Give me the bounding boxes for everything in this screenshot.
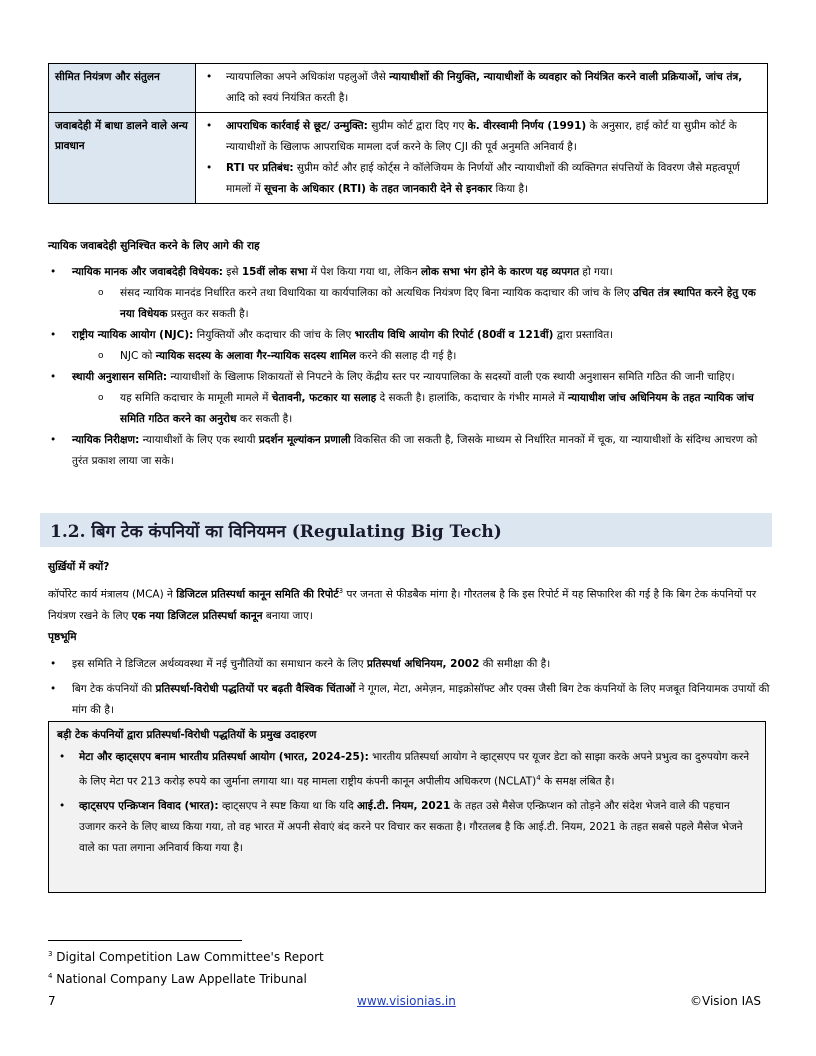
footnote: $^4$ National Company Law Appellate Tribunal <box>48 972 307 986</box>
background-heading: पृष्ठभूमि <box>48 631 77 643</box>
table-row <box>49 64 768 113</box>
footnote-ref: 3 <box>338 587 344 595</box>
footnote: $^3$ Digital Competition Law Committee's Report <box>48 950 324 964</box>
table-row-label: जवाबदेही में बाधा डालने वाले अन्य प्रावधान <box>49 113 196 204</box>
way-forward-heading: न्यायिक जवाबदेही सुनिश्चित करने के लिए आगे की राह <box>48 240 260 252</box>
list-item: • व्हाट्सएप एन्क्रिप्शन विवाद (भारत): व्हाट्सएप ने स्पष्ट किया था कि यदि आई.टी. नियम, 2021 के तहत उसे मैसेज एन्क्रिप्शन को तोड़ने और संदेश भेजने वाले की पहचान उजागर करने के लिए बाध्य किया गया, तो वह भारत में अपनी सेवाएं बंद करने पर विचार कर सकता है। गौरतलब है कि आई.टी. नियम, 2021 के तहत सबसे पहले मैसेज भेजने वाले का पता लगाना अनिवार्य किया गया है। <box>57 796 757 859</box>
footnote-divider <box>48 940 242 941</box>
footnote-ref: 4 <box>536 774 541 782</box>
section-title: 1.2. बिग टेक कंपनियों का विनियमन (Regulating Big Tech) <box>50 522 502 542</box>
list-item: • बिग टेक कंपनियों की प्रतिस्पर्धा-विरोधी पद्धतियों पर बढ़ती वैश्विक चिंताओं ने गूगल, मेटा, अमेज़न, माइक्रोसॉफ्ट और एक्स जैसी बिग टेक कंपनियों के लिए मजबूत विनियामक उपायों की मांग की है। <box>48 679 770 721</box>
news-paragraph: कॉर्पोरेट कार्य मंत्रालय (MCA) ने डिजिटल प्रतिस्पर्धा कानून समिति की रिपोर्ट$^3$ पर जनता से फीडबैक मांगा है। गौरतलब है कि इस रिपोर्ट में यह सिफारिश की गई है कि बिग टेक कंपनियों पर नियंत्रण रखने के लिए एक नया डिजिटल प्रतिस्पर्धा कानून बनाया जाए। <box>48 587 757 622</box>
table-row <box>49 113 768 204</box>
sub-list-item: o यह समिति कदाचार के मामूली मामले में चेतावनी, फटकार या सलाह दे सकती है। हालांकि, कदाचार के गंभीर मामले में न्यायाधीश जांच अधिनियम के तहत न्यायिक जांच समिति गठित करने का अनुरोध कर सकती है। <box>72 388 770 430</box>
table-row-label: सीमित नियंत्रण और संतुलन <box>49 64 196 113</box>
list-item: • RTI पर प्रतिबंध: सुप्रीम कोर्ट और हाई कोर्ट्स ने कॉलेजियम के निर्णयों और न्यायाधीशों की व्यक्तिगत संपत्तियों के विवरण जैसे महत्वपूर्ण मामलों में सूचना के अधिकार (RTI) के तहत जानकारी देने से इनकार किया है। <box>204 158 759 200</box>
accountability-table <box>48 63 768 204</box>
examples-box <box>48 721 766 893</box>
copyright: ©Vision IAS <box>690 994 761 1008</box>
website-link[interactable]: www.visionias.in <box>357 994 456 1008</box>
list-item: • आपराधिक कार्रवाई से छूट/ उन्मुक्ति: सुप्रीम कोर्ट द्वारा दिए गए के. वीरस्वामी निर्णय (1991) के अनुसार, हाई कोर्ट या सुप्रीम कोर्ट के न्यायाधीशों के खिलाफ आपराधिक मामला दर्ज करने के लिए CJI की पूर्व अनुमति अनिवार्य है। <box>204 116 759 158</box>
list-item: • राष्ट्रीय न्यायिक आयोग (NJC): नियुक्तियों और कदाचार की जांच के लिए भारतीय विधि आयोग की रिपोर्ट (80वीं व 121वीं) द्वारा प्रस्तावित। o NJC को न्यायिक सदस्य के अलावा गैर-न्यायिक सदस्य शामिल करने की सलाह दी गई है। <box>48 325 770 367</box>
list-item: • न्यायिक मानक और जवाबदेही विधेयक: इसे 15वीं लोक सभा में पेश किया गया था, लेकिन लोक सभा भंग होने के कारण यह व्यपगत हो गया। o संसद न्यायिक मानदंड निर्धारित करने तथा विधायिका या कार्यपालिका को अत्यधिक नियंत्रण दिए बिना न्यायिक कदाचार की जांच के लिए उचित तंत्र स्थापित करने हेतु एक नया विधेयक प्रस्तुत कर सकती है। <box>48 262 770 325</box>
sub-list-item: o NJC को न्यायिक सदस्य के अलावा गैर-न्यायिक सदस्य शामिल करने की सलाह दी गई है। <box>72 346 770 367</box>
list-item: • स्थायी अनुशासन समिति: न्यायाधीशों के खिलाफ शिकायतों से निपटने के लिए केंद्रीय स्तर पर न्यायपालिका के सदस्यों वाली एक स्थायी अनुशासन समिति गठित की जानी चाहिए। o यह समिति कदाचार के मामूली मामले में चेतावनी, फटकार या सलाह दे सकती है। हालांकि, कदाचार के गंभीर मामले में न्यायाधीश जांच अधिनियम के तहत न्यायिक जांच समिति गठित करने का अनुरोध कर सकती है। <box>48 367 770 430</box>
list-item: • इस समिति ने डिजिटल अर्थव्यवस्था में नई चुनौतियों का समाधान करने के लिए प्रतिस्पर्धा अधिनियम, 2002 की समीक्षा की है। <box>48 654 770 675</box>
section-banner <box>40 513 772 547</box>
page-number: 7 <box>48 994 56 1008</box>
list-item: • न्यायपालिका अपने अधिकांश पहलुओं जैसे न्यायाधीशों की नियुक्ति, न्यायाधीशों के व्यवहार को नियंत्रित करने वाली प्रक्रियाओं, जांच तंत्र, आदि को स्वयं नियंत्रित करती है। <box>204 67 759 109</box>
sub-list-item: o संसद न्यायिक मानदंड निर्धारित करने तथा विधायिका या कार्यपालिका को अत्यधिक नियंत्रण दिए बिना न्यायिक कदाचार की जांच के लिए उचित तंत्र स्थापित करने हेतु एक नया विधेयक प्रस्तुत कर सकती है। <box>72 283 770 325</box>
examples-title: बड़ी टेक कंपनियों द्वारा प्रतिस्पर्धा-विरोधी पद्धतियों के प्रमुख उदाहरण <box>57 729 317 741</box>
list-item: • मेटा और व्हाट्सएप बनाम भारतीय प्रतिस्पर्धा आयोग (भारत, 2024-25): भारतीय प्रतिस्पर्धा आयोग ने व्हाट्सएप पर यूजर डेटा को साझा करके अपने प्रभुत्व का दुरुपयोग करने के लिए मेटा पर 213 करोड़ रुपये का जुर्माना लगाया था। यह मामला राष्ट्रीय कंपनी कानून अपीलीय अधिकरण (NCLAT)$^4$ के समक्ष लंबित है। <box>57 747 757 793</box>
way-forward-list <box>48 262 770 472</box>
background-list <box>48 654 770 721</box>
news-heading: सुर्ख़ियों में क्यों? <box>48 561 110 573</box>
list-item: • न्यायिक निरीक्षण: न्यायाधीशों के लिए एक स्थायी प्रदर्शन मूल्यांकन प्रणाली विकसित की जा सकती है, जिसके माध्यम से निर्धारित मानकों में चूक, या न्यायाधीशों के संदिग्ध आचरण को तुरंत प्रकाश लाया जा सके। <box>48 430 770 472</box>
